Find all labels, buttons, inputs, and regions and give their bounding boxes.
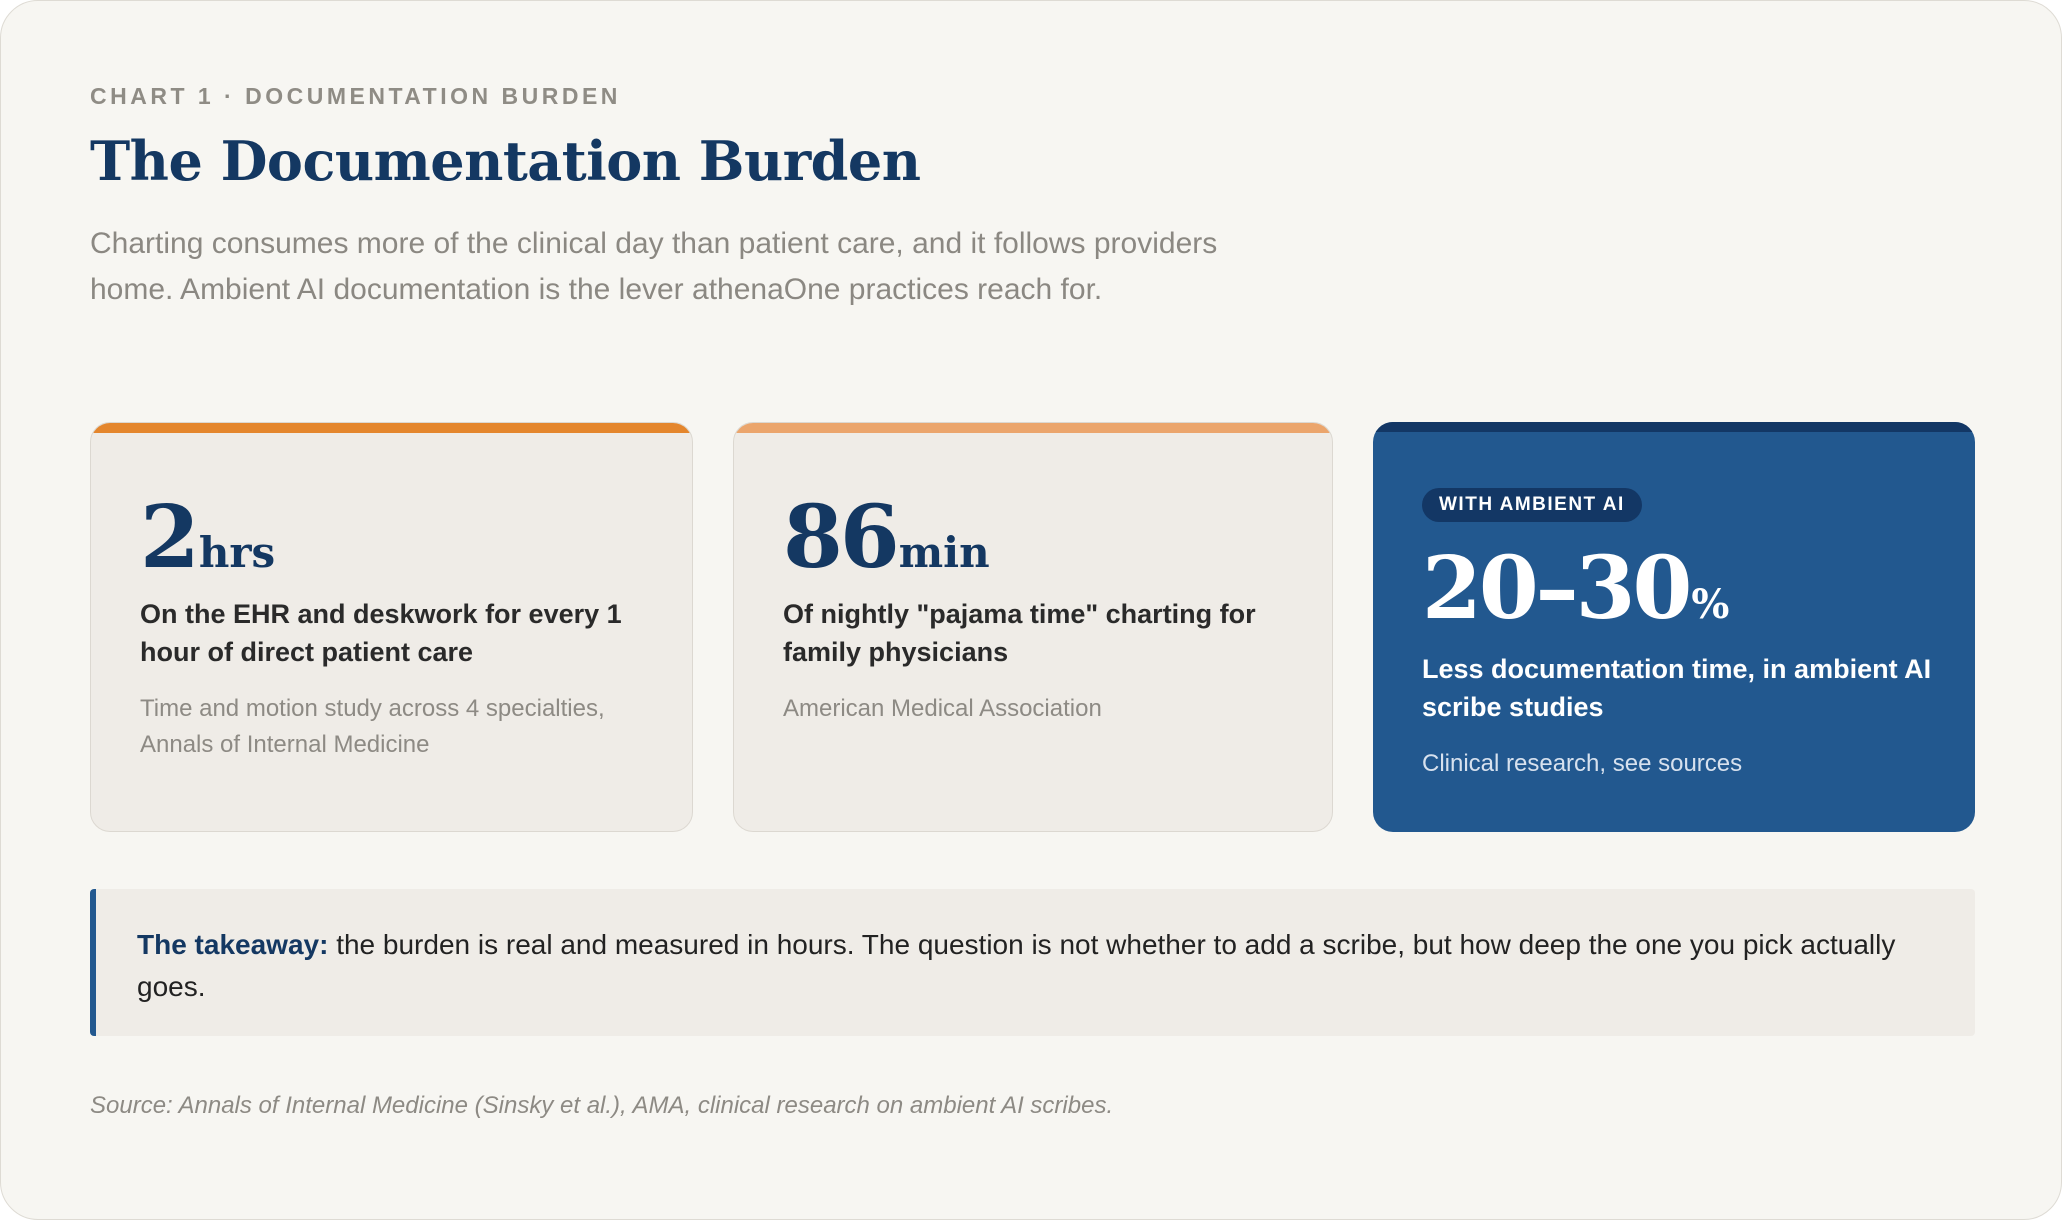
stat-value bbox=[783, 487, 990, 588]
takeaway-text: the burden is real and measured in hours. The question is not whether to add a scribe, but how deep the one you pick actually goes. bbox=[137, 929, 1896, 1002]
page-subtitle: Charting consumes more of the clinical day than patient care, and it follows providers home. Ambient AI documentation is the lever athenaOne practices reach for. bbox=[90, 227, 1218, 306]
stat-label: Less documentation time, in ambient AI scribe studies bbox=[1422, 654, 1932, 722]
stat-unit: % bbox=[1691, 581, 1730, 628]
ambient-ai-badge: WITH AMBIENT AI bbox=[1422, 488, 1642, 522]
takeaway-callout bbox=[90, 889, 1975, 1036]
card-accent-bar bbox=[734, 423, 1332, 433]
card-accent-bar bbox=[91, 423, 692, 433]
stat-label: Of nightly "pajama time" charting for family physicians bbox=[783, 599, 1256, 667]
card-accent-bar bbox=[1373, 422, 1975, 432]
stat-number: 2 bbox=[140, 487, 197, 588]
stat-source: Time and motion study across 4 specialties, Annals of Internal Medicine bbox=[140, 695, 605, 758]
stat-number: 86 bbox=[783, 487, 897, 588]
source-footnote: Source: Annals of Internal Medicine (Sinsky et al.), AMA, clinical research on ambient AI scribes. bbox=[90, 1092, 1114, 1119]
stat-number: 20–30 bbox=[1422, 538, 1690, 639]
stat-label: On the EHR and deskwork for every 1 hour of direct patient care bbox=[140, 599, 622, 667]
stat-unit: min bbox=[898, 528, 990, 577]
stat-source: Clinical research, see sources bbox=[1422, 750, 1743, 777]
page-title: The Documentation Burden bbox=[90, 129, 921, 193]
stat-value bbox=[140, 487, 276, 588]
stat-value bbox=[1422, 538, 1730, 639]
chart-eyebrow: CHART 1 · DOCUMENTATION BURDEN bbox=[90, 83, 621, 109]
stat-card-ehr-hours bbox=[90, 422, 693, 832]
stat-unit: hrs bbox=[198, 528, 276, 577]
stat-card-ambient-ai bbox=[1373, 422, 1975, 832]
stat-source: American Medical Association bbox=[783, 695, 1102, 722]
stat-card-pajama-time bbox=[733, 422, 1333, 832]
takeaway-lead: The takeaway: bbox=[137, 929, 329, 960]
